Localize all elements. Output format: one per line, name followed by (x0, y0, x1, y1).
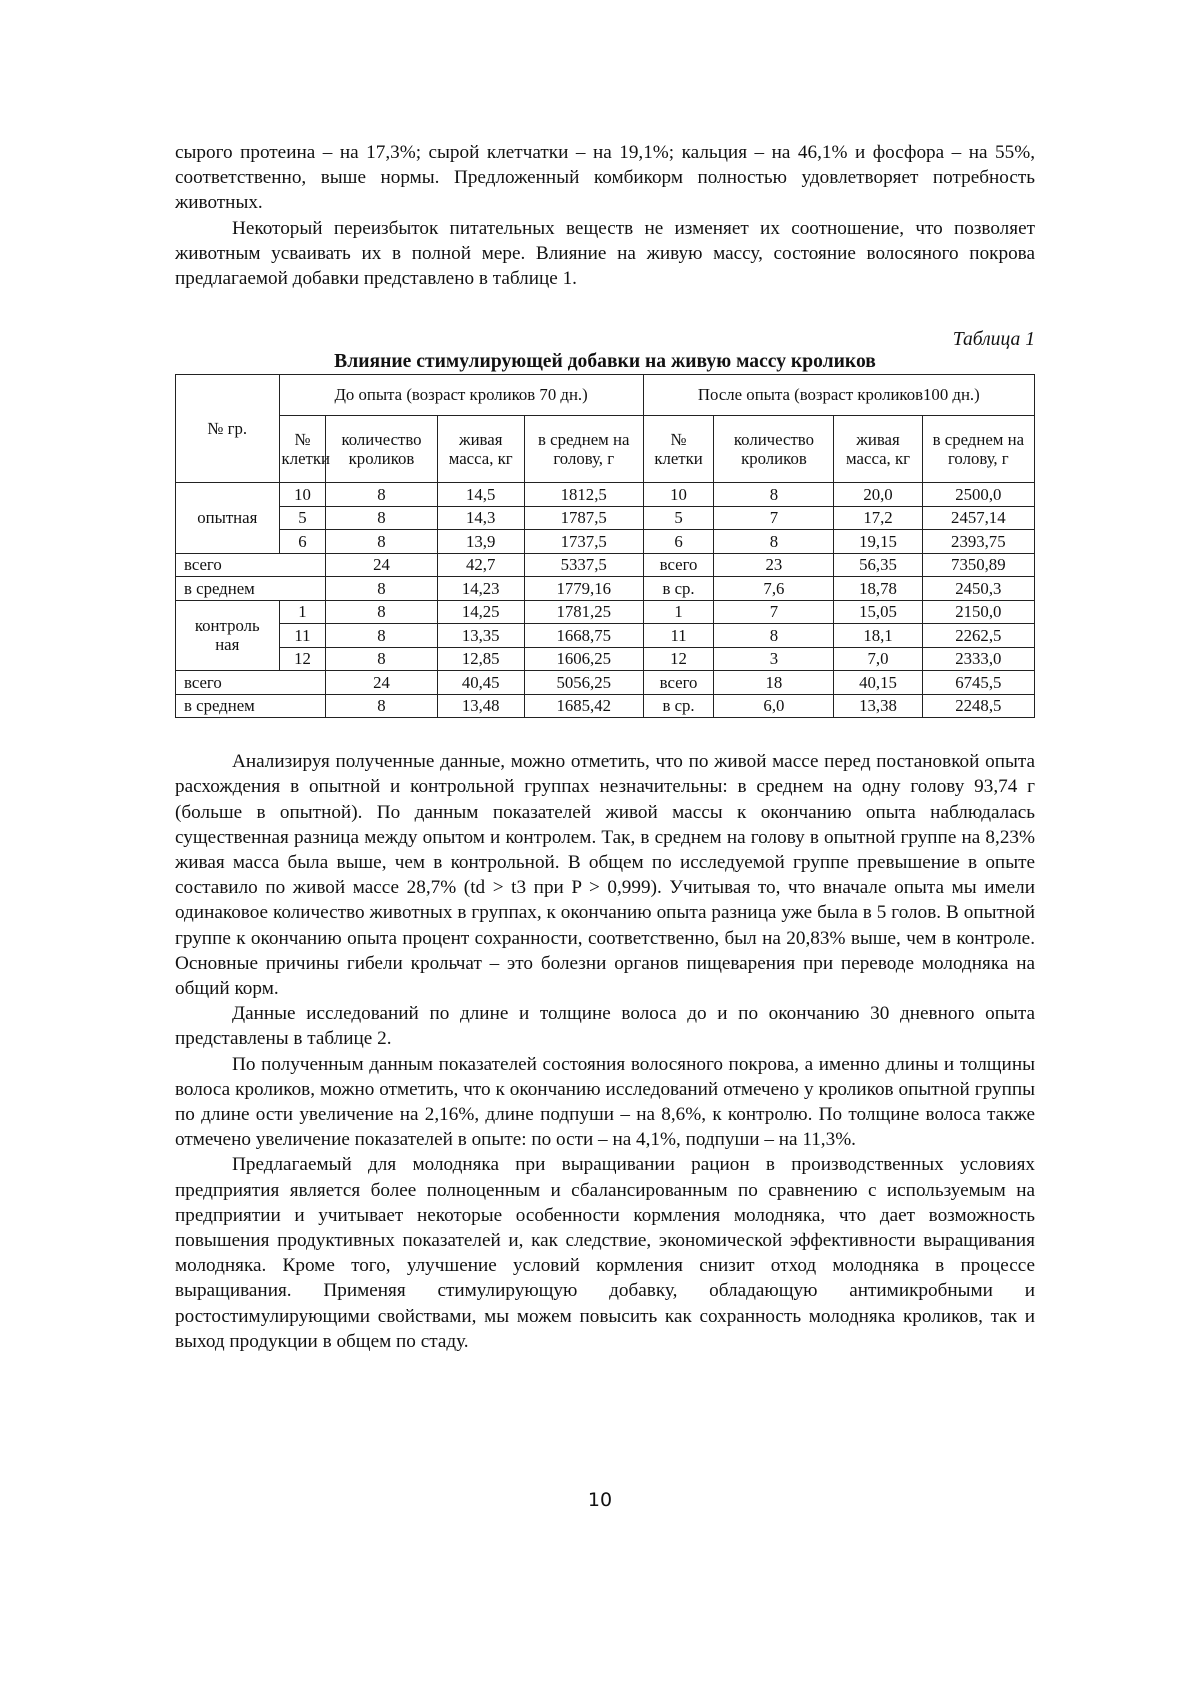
cell: 8 (326, 694, 437, 718)
cell: 5056,25 (524, 671, 643, 695)
cell: 11 (643, 624, 714, 648)
before-header: До опыта (возраст кроликов 70 дн.) (279, 375, 643, 416)
paragraph-1: сырого протеина – на 17,3%; сырой клетчатки – на 19,1%; кальция – на 46,1% и фосфора – на 55%, соответственно, выше нормы. Предложенный комбикорм полностью удовлетворяет потребность животных. (175, 140, 1035, 216)
table-row (176, 647, 1035, 671)
cell: 5 (279, 506, 326, 530)
cell: 8 (326, 600, 437, 624)
cell: 8 (714, 530, 834, 554)
row-label: всего (176, 553, 326, 577)
cell: 13,9 (437, 530, 524, 554)
cell: 11 (279, 624, 326, 648)
cell: 1 (279, 600, 326, 624)
cell: 1685,42 (524, 694, 643, 718)
cell: 17,2 (834, 506, 922, 530)
table-row (176, 506, 1035, 530)
row-label: всего (643, 553, 714, 577)
row-label: всего (643, 671, 714, 695)
cell: 6,0 (714, 694, 834, 718)
row-label: в среднем (176, 694, 326, 718)
cell: 40,15 (834, 671, 922, 695)
col-header: количество кроликов (326, 416, 437, 483)
cell: 10 (643, 483, 714, 507)
cell: 42,7 (437, 553, 524, 577)
cell: 14,23 (437, 577, 524, 601)
table-row (176, 577, 1035, 601)
cell: 12,85 (437, 647, 524, 671)
body-text (175, 749, 1035, 1354)
table-row (176, 671, 1035, 695)
cell: 7,6 (714, 577, 834, 601)
cell: 1 (643, 600, 714, 624)
row-label: всего (176, 671, 326, 695)
table-row (176, 624, 1035, 648)
col-header: живая масса, кг (437, 416, 524, 483)
cell: 2393,75 (922, 530, 1034, 554)
cell: 10 (279, 483, 326, 507)
cell: 2248,5 (922, 694, 1034, 718)
cell: 2262,5 (922, 624, 1034, 648)
cell: 2457,14 (922, 506, 1034, 530)
page-number: 10 (0, 1489, 1200, 1511)
cell: 8 (326, 483, 437, 507)
cell: 7,0 (834, 647, 922, 671)
cell: 13,35 (437, 624, 524, 648)
cell: 8 (714, 483, 834, 507)
cell: 2333,0 (922, 647, 1034, 671)
cell: 8 (714, 624, 834, 648)
cell: 1779,16 (524, 577, 643, 601)
cell: 6 (643, 530, 714, 554)
cell: 8 (326, 624, 437, 648)
table-caption: Таблица 1 (175, 328, 1035, 351)
page-content (175, 140, 1035, 1354)
cell: 1787,5 (524, 506, 643, 530)
paragraph-5: По полученным данным показателей состояния волосяного покрова, а именно длины и толщины волоса кроликов, можно отметить, что к окончанию исследований отмечено у кроликов опытной группы по длине ости увеличение на 2,16%, длине подпуши – на 8,6%, к контролю. По толщине волоса также отмечено увеличение показателей в опыте: по ости – на 4,1%, подпуши – на 11,3%. (175, 1052, 1035, 1153)
col-header: в среднем на голову, г (922, 416, 1034, 483)
cell: 8 (326, 506, 437, 530)
cell: 15,05 (834, 600, 922, 624)
cell: 7 (714, 600, 834, 624)
row-label: в среднем (176, 577, 326, 601)
col-header: количество кроликов (714, 416, 834, 483)
group-label: опытная (176, 483, 280, 554)
col-header: № клетки (279, 416, 326, 483)
cell: 18 (714, 671, 834, 695)
table-row (176, 694, 1035, 718)
cell: 14,5 (437, 483, 524, 507)
table-row (176, 600, 1035, 624)
cell: 7 (714, 506, 834, 530)
cell: 1606,25 (524, 647, 643, 671)
group-label: контрольная (176, 600, 280, 671)
cell: 5 (643, 506, 714, 530)
table-row (176, 553, 1035, 577)
cell: 8 (326, 647, 437, 671)
cell: 23 (714, 553, 834, 577)
cell: 12 (643, 647, 714, 671)
cell: 13,38 (834, 694, 922, 718)
table-row (176, 530, 1035, 554)
cell: 24 (326, 671, 437, 695)
cell: 6745,5 (922, 671, 1034, 695)
cell: 14,3 (437, 506, 524, 530)
group-header: № гр. (176, 375, 280, 483)
cell: 1668,75 (524, 624, 643, 648)
cell: 6 (279, 530, 326, 554)
cell: 19,15 (834, 530, 922, 554)
cell: 1737,5 (524, 530, 643, 554)
cell: 1781,25 (524, 600, 643, 624)
table-1 (175, 374, 1035, 718)
col-header: № клетки (643, 416, 714, 483)
cell: 40,45 (437, 671, 524, 695)
cell: 2150,0 (922, 600, 1034, 624)
row-label: в ср. (643, 694, 714, 718)
cell: 3 (714, 647, 834, 671)
cell: 5337,5 (524, 553, 643, 577)
cell: 18,78 (834, 577, 922, 601)
row-label: в ср. (643, 577, 714, 601)
cell: 1812,5 (524, 483, 643, 507)
cell: 24 (326, 553, 437, 577)
paragraph-6: Предлагаемый для молодняка при выращивании рацион в производственных условиях предприятия является более полноценным и сбалансированным по сравнению с используемым на предприятии и учитывает некоторые особенности кормления молодняка, что дает возможность повышения продуктивных показателей и, как следствие, экономической эффективности выращивания молодняка. Кроме того, улучшение условий кормления снизит отход молодняка в процессе выращивания. Применяя стимулирующую добавку, обладающую антимикробными и ростостимулирующими свойствами, мы можем повысить как сохранность молодняка кроликов, так и выход продукции в общем по стаду. (175, 1152, 1035, 1354)
table-title: Влияние стимулирующей добавки на живую массу кроликов (175, 351, 1035, 373)
cell: 20,0 (834, 483, 922, 507)
cell: 2500,0 (922, 483, 1034, 507)
cell: 2450,3 (922, 577, 1034, 601)
table-row (176, 483, 1035, 507)
cell: 12 (279, 647, 326, 671)
cell: 7350,89 (922, 553, 1034, 577)
paragraph-2: Некоторый переизбыток питательных веществ не изменяет их соотношение, что позволяет животным усваивать их в полной мере. Влияние на живую массу, состояние волосяного покрова предлагаемой добавки представлено в таблице 1. (175, 216, 1035, 292)
cell: 56,35 (834, 553, 922, 577)
paragraph-3: Анализируя полученные данные, можно отметить, что по живой массе перед постановкой опыта расхождения в опытной и контрольной группах незначительны: в среднем на одну голову 93,74 г (больше в опытной). По данным показателей живой массы к окончанию опыта наблюдалась существенная разница между опытом и контролем. Так, в среднем на голову в опытной группе на 8,23% живая масса была выше, чем в контрольной. В общем по исследуемой группе превышение в опыте составило по живой массе 28,7% (td > t3 при P > 0,999). Учитывая то, что вначале опыта мы имели одинаковое количество животных в группах, к окончанию опыта разница уже была в 5 голов. В опытной группе к окончанию опыта процент сохранности, соответственно, был на 20,83% выше, чем в контроле. Основные причины гибели крольчат – это болезни органов пищеварения при переводе молодняка на общий корм. (175, 749, 1035, 1001)
cell: 8 (326, 577, 437, 601)
col-header: в среднем на голову, г (524, 416, 643, 483)
col-header: живая масса, кг (834, 416, 922, 483)
cell: 18,1 (834, 624, 922, 648)
cell: 13,48 (437, 694, 524, 718)
paragraph-4: Данные исследований по длине и толщине волоса до и по окончанию 30 дневного опыта представлены в таблице 2. (175, 1001, 1035, 1051)
cell: 8 (326, 530, 437, 554)
cell: 14,25 (437, 600, 524, 624)
after-header: После опыта (возраст кроликов100 дн.) (643, 375, 1034, 416)
